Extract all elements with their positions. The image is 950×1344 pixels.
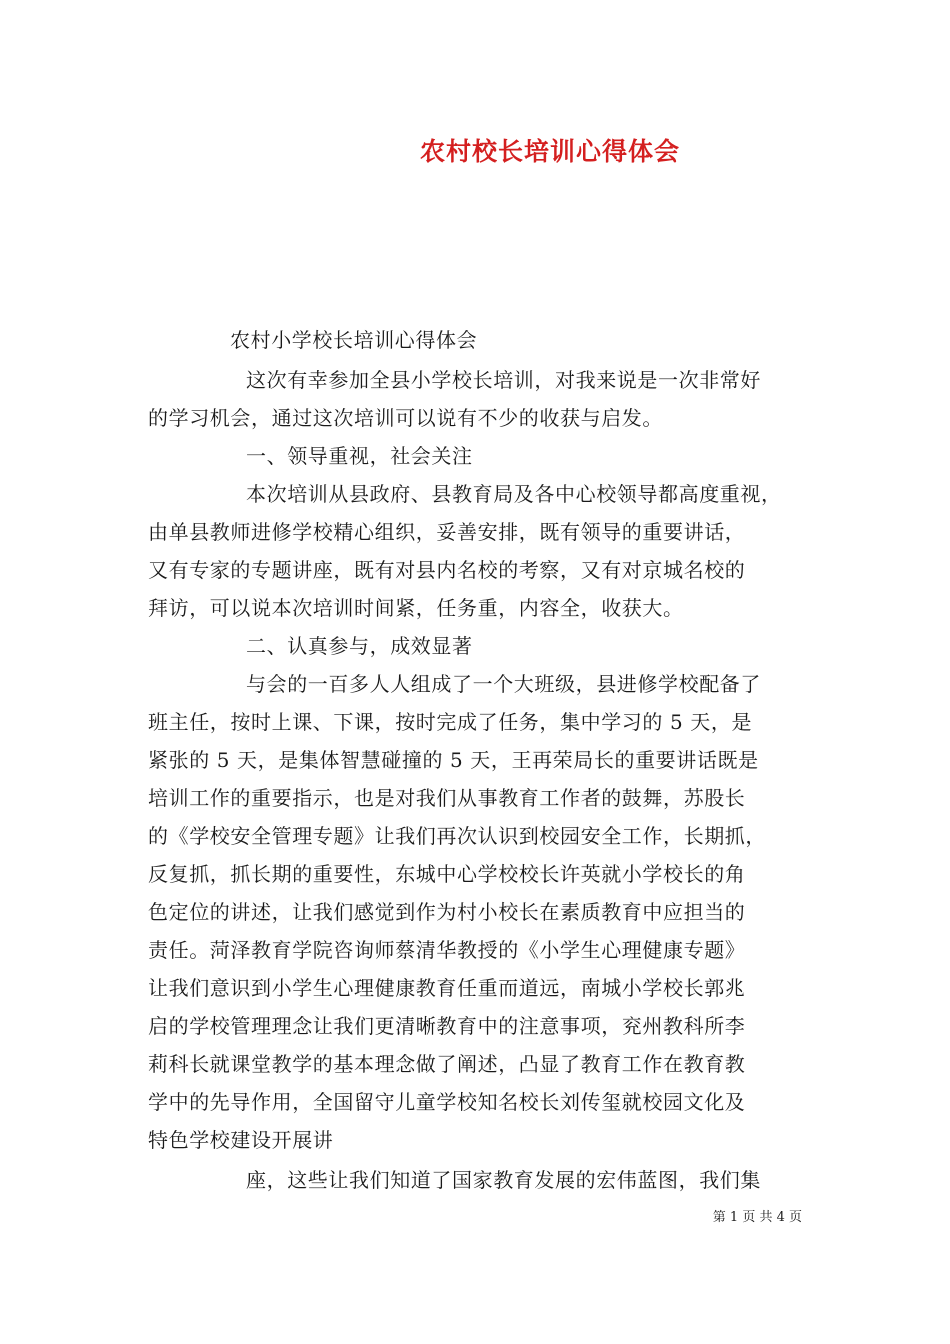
text-line: 的《学校安全管理专题》让我们再次认识到校园安全工作，长期抓， [148, 824, 766, 848]
text-line: 紧张的 5 天，是集体智慧碰撞的 5 天，王再荣局长的重要讲话既是 [148, 748, 759, 772]
text-line: 启的学校管理理念让我们更清晰教育中的注意事项，兖州教科所李 [148, 1014, 746, 1038]
text-line: 学中的先导作用，全国留守儿童学校知名校长刘传玺就校园文化及 [148, 1090, 746, 1114]
text-line: 色定位的讲述，让我们感觉到作为村小校长在素质教育中应担当的 [148, 900, 746, 924]
text-line: 与会的一百多人人组成了一个大班级，县进修学校配备了 [246, 672, 761, 696]
text-line: 责任。菏泽教育学院咨询师蔡清华教授的《小学生心理健康专题》 [148, 938, 746, 962]
text-line: 班主任，按时上课、下课，按时完成了任务，集中学习的 5 天，是 [148, 710, 753, 734]
text-line: 让我们意识到小学生心理健康教育任重而道远，南城小学校长郭兆 [148, 976, 746, 1000]
text-line: 的学习机会，通过这次培训可以说有不少的收获与启发。 [148, 406, 663, 430]
text-line: 这次有幸参加全县小学校长培训，对我来说是一次非常好 [246, 368, 761, 392]
page-title: 农村校长培训心得体会 [419, 137, 680, 166]
text-line: 培训工作的重要指示，也是对我们从事教育工作者的鼓舞，苏股长 [148, 786, 746, 810]
text-line: 又有专家的专题讲座，既有对县内名校的考察，又有对京城名校的 [148, 558, 746, 582]
section-heading: 二、认真参与，成效显著 [246, 634, 473, 658]
text-line: 莉科长就课堂教学的基本理念做了阐述，凸显了教育工作在教育教 [148, 1052, 746, 1076]
section-heading: 一、领导重视，社会关注 [246, 444, 473, 468]
page-number: 第 1 页 共 4 页 [712, 1210, 802, 1225]
text-line: 本次培训从县政府、县教育局及各中心校领导都高度重视， [246, 482, 782, 506]
text-line: 拜访，可以说本次培训时间紧，任务重，内容全，收获大。 [148, 596, 684, 620]
text-line: 由单县教师进修学校精心组织，妥善安排，既有领导的重要讲话， [148, 520, 746, 544]
text-line: 反复抓，抓长期的重要性，东城中心学校校长许英就小学校长的角 [148, 862, 746, 886]
text-line: 特色学校建设开展讲 [148, 1128, 334, 1152]
subtitle-line: 农村小学校长培训心得体会 [230, 328, 478, 352]
text-line: 座，这些让我们知道了国家教育发展的宏伟蓝图，我们集 [246, 1168, 761, 1192]
